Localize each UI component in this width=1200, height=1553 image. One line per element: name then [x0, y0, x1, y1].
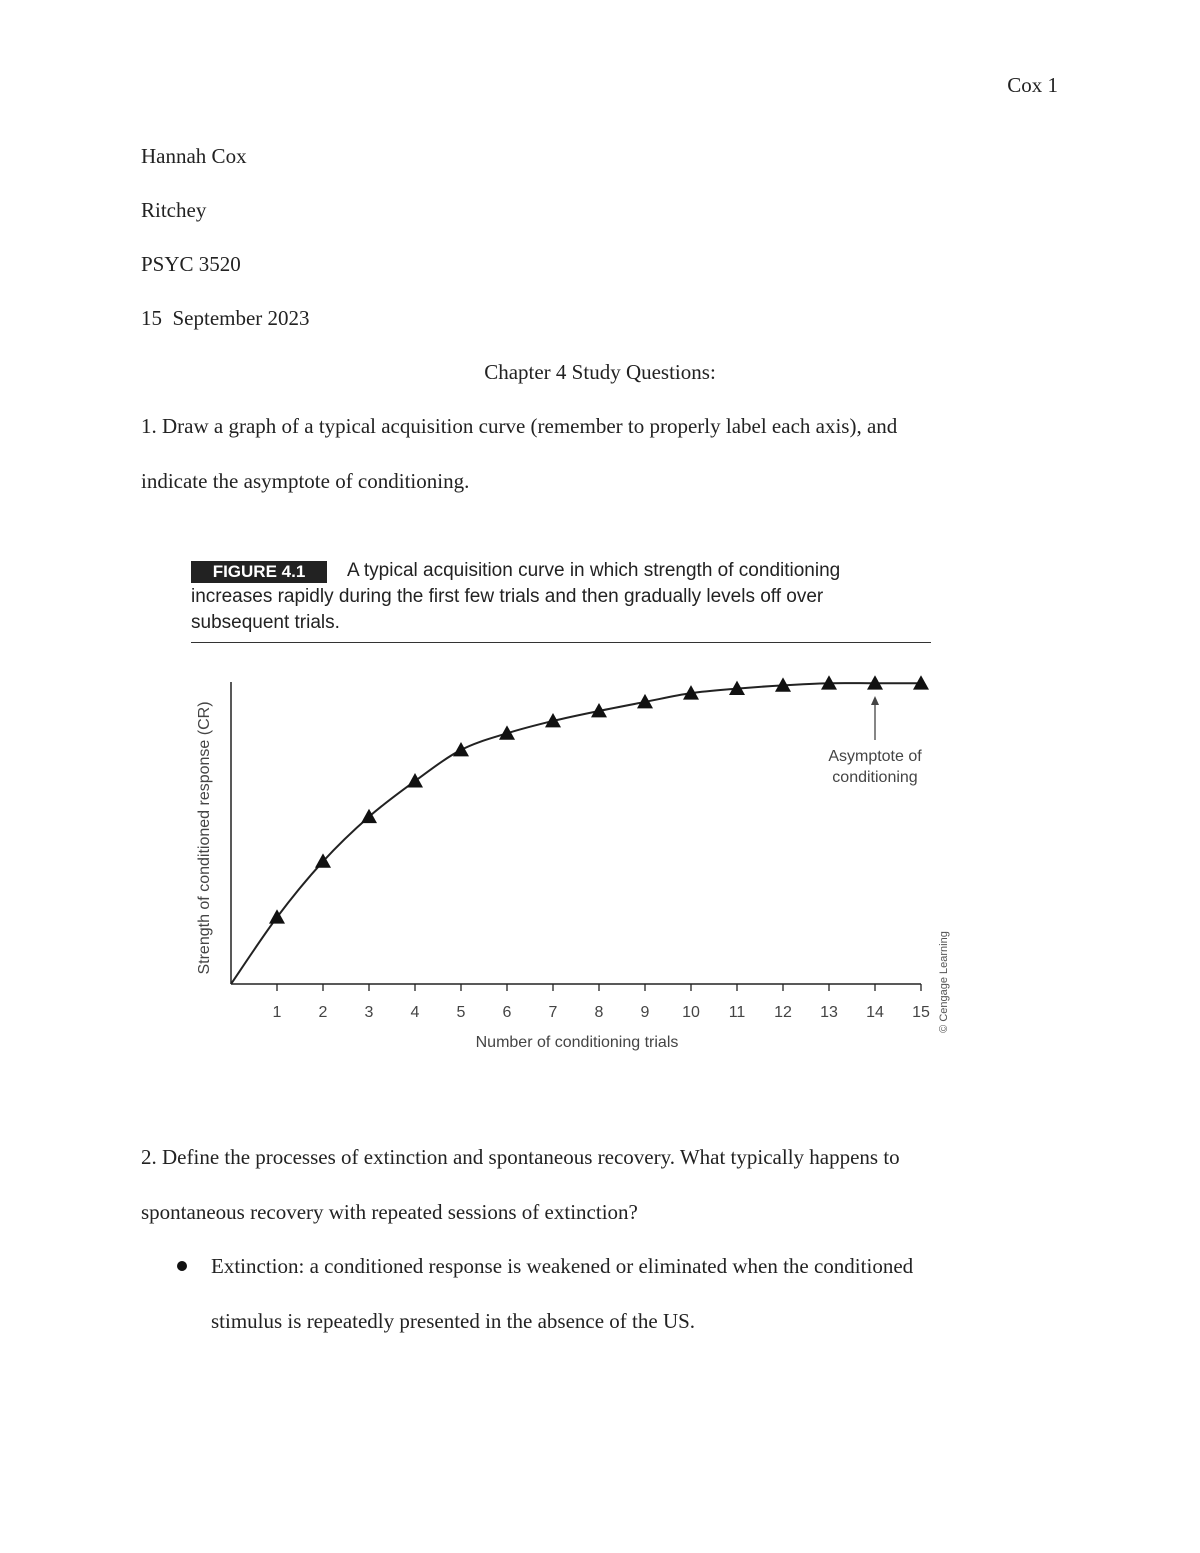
- bullet-1-line-2: stimulus is repeatedly presented in the absence of the US.: [211, 1309, 696, 1333]
- x-tick-label: 2: [318, 1004, 328, 1021]
- x-tick-label: 12: [774, 1004, 792, 1021]
- acquisition-curve-line: [231, 683, 921, 984]
- x-tick-label: 10: [682, 1004, 700, 1021]
- page-header-number: Cox 1: [1007, 73, 1058, 97]
- page-title: Chapter 4 Study Questions:: [484, 360, 716, 384]
- x-tick-label: 7: [548, 1004, 558, 1021]
- figure-caption-line-3: subsequent trials.: [191, 612, 340, 633]
- course-code: PSYC 3520: [141, 252, 241, 276]
- x-tick-label: 9: [640, 1004, 650, 1021]
- x-tick-label: 8: [594, 1004, 604, 1021]
- bullet-1-line-1: Extinction: a conditioned response is weakened or eliminated when the conditioned: [211, 1254, 914, 1278]
- figure-caption-line-2: increases rapidly during the first few trials and then gradually levels off over: [191, 586, 824, 607]
- x-tick-label: 6: [502, 1004, 512, 1021]
- x-tick-label: 3: [364, 1004, 374, 1021]
- figure-credit: © Cengage Learning: [938, 931, 950, 1033]
- figure-caption-line-1: A typical acquisition curve in which strength of conditioning: [347, 560, 841, 581]
- question-1-line-1: 1. Draw a graph of a typical acquisition curve (remember to properly label each axis), and: [141, 414, 898, 438]
- question-2-line-1: 2. Define the processes of extinction and spontaneous recovery. What typically happens to: [141, 1145, 900, 1169]
- x-axis-label: Number of conditioning trials: [475, 1034, 679, 1051]
- instructor-name: Ritchey: [141, 198, 207, 222]
- data-point-marker: [407, 773, 423, 787]
- acquisition-chart: [188, 556, 958, 1066]
- x-tick-label: 13: [820, 1004, 838, 1021]
- x-tick-label: 1: [272, 1004, 282, 1021]
- x-tick-label: 5: [456, 1004, 466, 1021]
- x-tick-label: 14: [866, 1004, 884, 1021]
- x-tick-label: 15: [912, 1004, 930, 1021]
- data-point-marker: [453, 742, 469, 756]
- document-date: 15 September 2023: [141, 306, 310, 330]
- question-2-line-2: spontaneous recovery with repeated sessions of extinction?: [141, 1200, 638, 1224]
- figure-4-1: [188, 556, 958, 1066]
- x-tick-label: 11: [728, 1004, 746, 1021]
- figure-label: FIGURE 4.1: [191, 561, 327, 583]
- y-axis-label: Strength of conditioned response (CR): [196, 701, 213, 975]
- asymptote-label-line-2: conditioning: [832, 769, 918, 786]
- asymptote-arrowhead: [871, 696, 879, 705]
- x-tick-label: 4: [410, 1004, 420, 1021]
- asymptote-annotation: [828, 696, 922, 786]
- student-name: Hannah Cox: [141, 144, 247, 168]
- asymptote-label-line-1: Asymptote of: [828, 748, 922, 765]
- bullet-icon: [177, 1261, 187, 1271]
- question-1-line-2: indicate the asymptote of conditioning.: [141, 469, 470, 493]
